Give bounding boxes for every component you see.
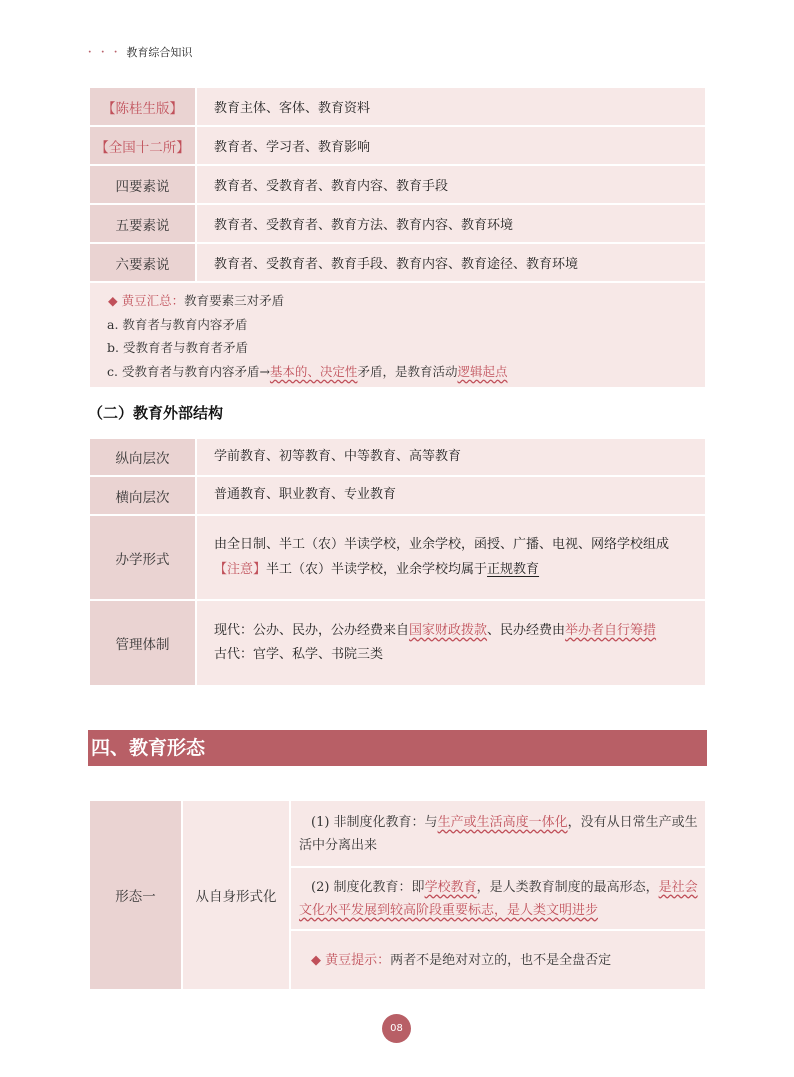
education-forms-table xyxy=(88,799,707,991)
management-modern-mid: 、民办经费由 xyxy=(487,622,566,638)
page-number: 08 xyxy=(382,1014,411,1043)
non-institutional-item xyxy=(290,800,706,867)
row-value: 教育者、学习者、教育影响 xyxy=(196,126,706,165)
summary-title: 黄豆汇总： xyxy=(121,293,185,308)
table-row xyxy=(89,515,706,600)
subsection-heading: （二）教育外部结构 xyxy=(88,404,224,422)
row-label: 【陈桂生版】 xyxy=(89,87,196,126)
highlight-integration: 生产或生活高度一体化 xyxy=(437,814,568,830)
summary-item-c-mid: 矛盾，是教育活动 xyxy=(357,363,458,379)
row-label: 五要素说 xyxy=(89,204,196,243)
row-label: 横向层次 xyxy=(89,476,196,515)
table-row xyxy=(89,243,706,282)
table-row xyxy=(89,204,706,243)
highlight-formal-education: 正规教育 xyxy=(487,561,540,577)
row-value xyxy=(196,515,706,600)
diamond-icon: ◆ xyxy=(108,293,118,308)
row-value: 普通教育、职业教育、专业教育 xyxy=(196,476,706,515)
header-dots: · · · xyxy=(88,46,121,58)
form-category: 从自身形式化 xyxy=(182,800,290,990)
note-text: 半工（农）半读学校，业余学校均属于 xyxy=(266,561,488,577)
row-value: 学前教育、初等教育、中等教育、高等教育 xyxy=(196,438,706,476)
highlight-self-funding: 举办者自行筹措 xyxy=(565,622,657,638)
highlight-basic-decisive: 基本的、决定性 xyxy=(269,363,358,379)
item2-text: (2) 制度化教育：即 xyxy=(311,879,425,895)
highlight-state-funding: 国家财政拨款 xyxy=(409,622,488,638)
school-forms-note xyxy=(214,558,705,583)
institutional-item xyxy=(290,867,706,930)
highlight-logical-start: 逻辑起点 xyxy=(457,363,508,379)
row-label: 四要素说 xyxy=(89,165,196,204)
row-label: 六要素说 xyxy=(89,243,196,282)
management-ancient: 古代：官学、私学、书院三类 xyxy=(214,647,384,662)
row-value: 教育主体、客体、教育资料 xyxy=(196,87,706,126)
item2-mid: ，是人类教育制度的最高形态， xyxy=(476,879,659,895)
education-elements-table xyxy=(88,86,707,389)
summary-item-b: b. 受教育者与教育者矛盾 xyxy=(107,340,248,355)
summary-title-rest: 教育要素三对矛盾 xyxy=(184,293,285,308)
item1-text: (1) 非制度化教育：与 xyxy=(311,814,438,830)
tip-item xyxy=(290,930,706,990)
row-label: 【全国十二所】 xyxy=(89,126,196,165)
school-forms-line: 由全日制、半工（农）半读学校，业余学校，函授、广播、电视、网络学校组成 xyxy=(214,537,670,552)
row-value: 教育者、受教育者、教育内容、教育手段 xyxy=(196,165,706,204)
management-modern-text: 现代：公办、民办，公办经费来自 xyxy=(214,622,410,638)
management-modern xyxy=(214,619,705,644)
tip-title: 黄豆提示： xyxy=(325,952,391,968)
row-value: 教育者、受教育者、教育方法、教育内容、教育环境 xyxy=(196,204,706,243)
summary-note xyxy=(89,282,706,388)
table-row xyxy=(89,126,706,165)
summary-item-c-text: c. 受教育者与教育内容矛盾→ xyxy=(107,363,270,379)
table-row xyxy=(89,600,706,686)
table-row xyxy=(89,438,706,476)
summary-item-c xyxy=(107,360,705,384)
note-tag: 【注意】 xyxy=(214,561,267,577)
table-row xyxy=(89,476,706,515)
page-header xyxy=(88,44,192,60)
tip-text: 两者不是绝对对立的，也不是全盘否定 xyxy=(390,952,612,968)
row-value: 教育者、受教育者、教育手段、教育内容、教育途径、教育环境 xyxy=(196,243,706,282)
table-row xyxy=(89,87,706,126)
table-row xyxy=(89,800,706,867)
row-label: 纵向层次 xyxy=(89,438,196,476)
highlight-school-education: 学校教育 xyxy=(424,879,477,895)
item1-rest: ，没有从日常生产或生活中分离出来 xyxy=(299,814,698,853)
row-value xyxy=(196,600,706,686)
diamond-icon: ◆ xyxy=(311,952,321,968)
highlight-civilization: 是社会文化水平发展到较高阶段重要标志，是人类文明进步 xyxy=(299,879,698,918)
summary-item-a: a. 教育者与教育内容矛盾 xyxy=(107,316,248,332)
header-title: 教育综合知识 xyxy=(126,46,193,59)
row-label: 办学形式 xyxy=(89,515,196,600)
summary-row xyxy=(89,282,706,388)
form-label: 形态一 xyxy=(89,800,182,990)
table-row xyxy=(89,165,706,204)
row-label: 管理体制 xyxy=(89,600,196,686)
external-structure-table xyxy=(88,437,707,687)
section-title-bar: 四、教育形态 xyxy=(88,730,707,766)
